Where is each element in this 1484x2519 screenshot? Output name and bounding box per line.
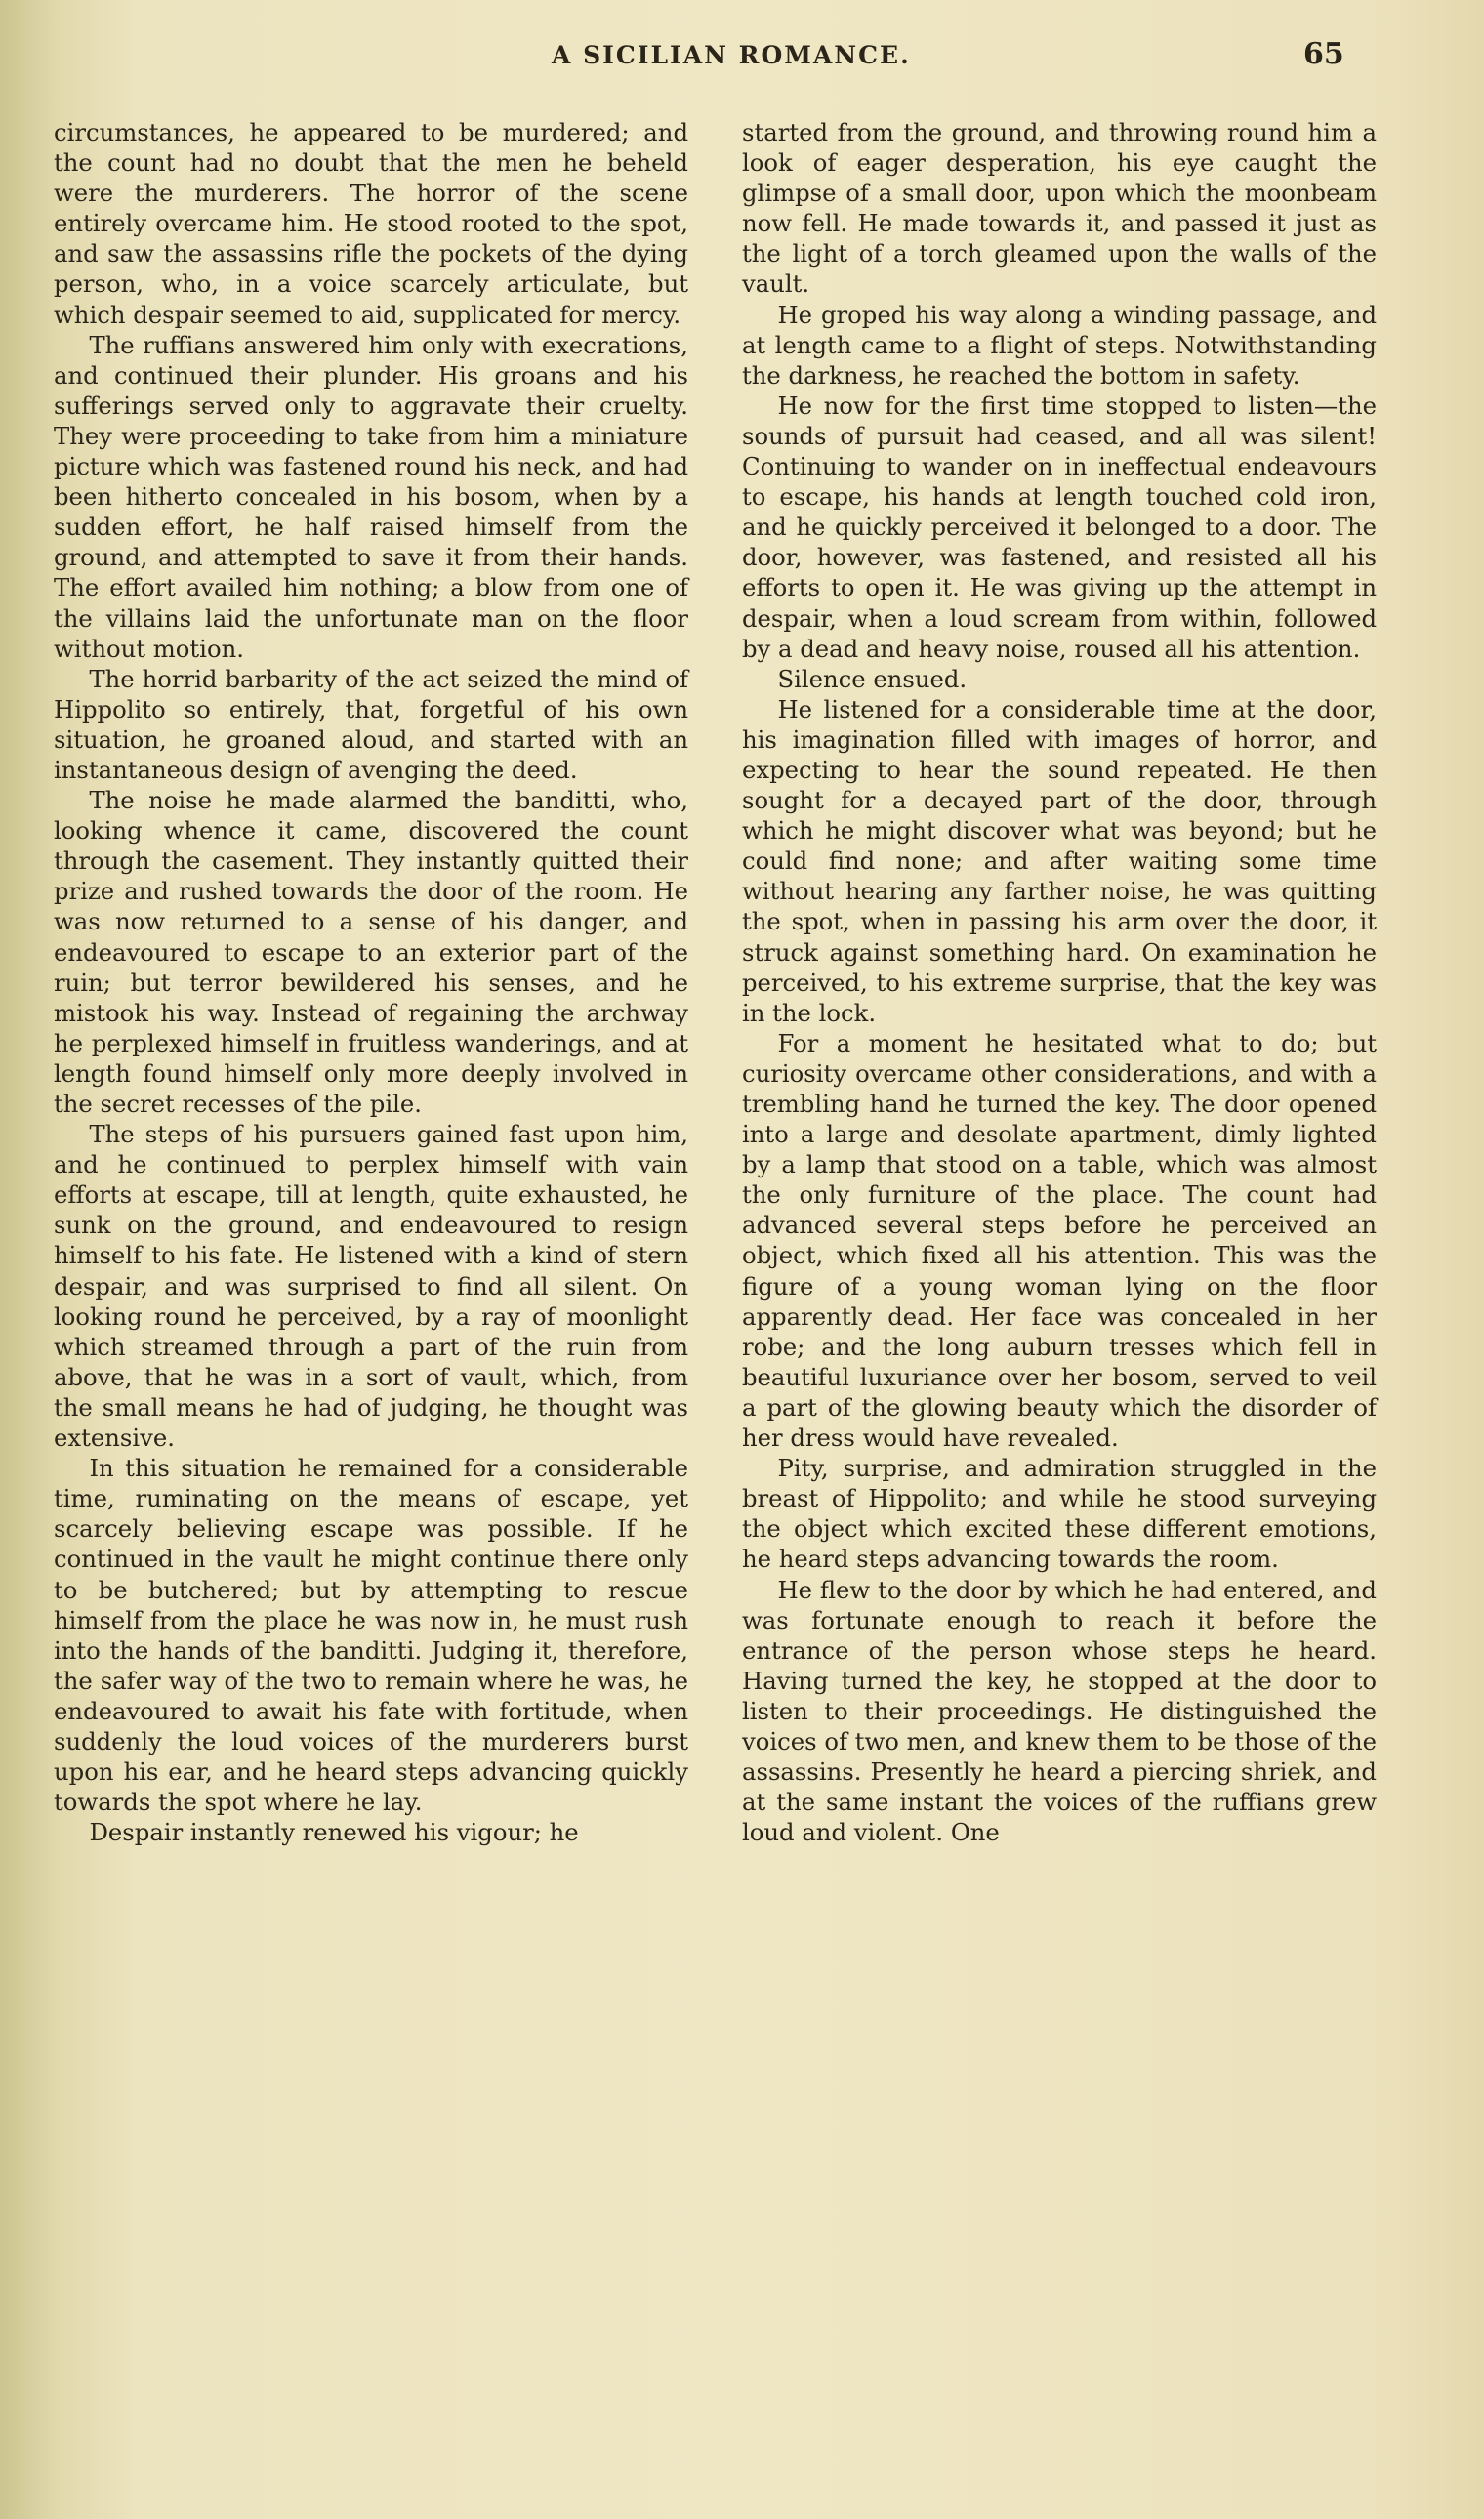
paragraph: Pity, surprise, and admiration struggled in the breast of Hippolito; and while he stood surveying the object which excited these different emotions, he heard steps advancing towards the room.	[742, 1454, 1377, 1574]
paragraph: He now for the first time stopped to listen—the sounds of pursuit had ceased, and all was silent! Continuing to wander on in ineffectual endeavours to escape, his hands at length touched cold iron, and he quickly perceived it belonged to a door. The door, however, was fastened, and resisted all his efforts to open it. He was giving up the attempt in despair, when a loud scream from within, followed by a dead and heavy noise, roused all his attention.	[742, 391, 1377, 663]
paragraph: Silence ensued.	[777, 664, 968, 693]
paragraph: started from the ground, and throwing round him a look of eager desperation, his eye caught the glimpse of a small door, upon which the moonbeam now fell. He made towards it, and passed it just as the light of a torch gleamed upon the walls of the vault.	[742, 118, 1377, 299]
running-title: A SICILIAN ROMANCE.	[552, 41, 911, 69]
left-text-column	[54, 117, 688, 1847]
right-text-column	[742, 117, 1377, 1847]
paragraph: The steps of his pursuers gained fast upon him, and he continued to perplex himself with vain efforts at escape, till at length, quite exhausted, he sunk on the ground, and endeavoured to resign himself to his fate. He listened with a kind of stern despair, and was surprised to find all silent. On looking round he perceived, by a ray of moonlight which streamed through a part of the ruin from above, that he was in a sort of vault, which, from the small means he had of judging, he thought was extensive.	[54, 1120, 688, 1453]
paragraph: The ruffians answered him only with execrations, and continued their plunder. His groans and his sufferings served only to aggravate their cruelty. They were proceeding to take from him a miniature picture which was fastened round his neck, and had been hitherto concealed in his bosom, when by a sudden effort, he half raised himself from the ground, and attempted to save it from their hands. The effort availed him nothing; a blow from one of the villains laid the unfortunate man on the floor without motion.	[54, 330, 688, 663]
paragraph: Despair instantly renewed his vigour; he	[89, 1818, 579, 1847]
paragraph: He flew to the door by which he had entered, and was fortunate enough to reach it before the entrance of the person whose steps he heard. Having turned the key, he stopped at the door to listen to their proceedings. He distinguished the voices of two men, and knew them to be those of the assassins. Presently he heard a piercing shriek, and at the same instant the voices of the ruffians grew loud and violent. One	[742, 1575, 1377, 1847]
paragraph: He groped his way along a winding passage, and at length came to a flight of steps. Notwithstanding the darkness, he reached the bottom in safety.	[742, 300, 1377, 390]
paragraph: The noise he made alarmed the banditti, who, looking whence it came, discovered the count through the casement. They instantly quitted their prize and rushed towards the door of the room. He was now returned to a sense of his danger, and endeavoured to escape to an exterior part of the ruin; but terror bewildered his senses, and he mistook his way. Instead of regaining the archway he perplexed himself in fruitless wanderings, and at length found himself only more deeply involved in the secret recesses of the pile.	[54, 786, 688, 1118]
paragraph: He listened for a considerable time at the door, his imagination filled with images of horror, and expecting to hear the sound repeated. He then sought for a decayed part of the door, through which he might discover what was beyond; but he could find none; and after waiting some time without hearing any farther noise, he was quitting the spot, when in passing his arm over the door, it struck against something hard. On examination he perceived, to his extreme surprise, that the key was in the lock.	[742, 694, 1377, 1027]
paragraph: In this situation he remained for a considerable time, ruminating on the means of escape, yet scarcely believing escape was possible. If he continued in the vault he might continue there only to be butchered; but by attempting to rescue himself from the place he was now in, he must rush into the hands of the banditti. Judging it, therefore, the safer way of the two to remain where he was, he endeavoured to await his fate with fortitude, when suddenly the loud voices of the murderers burst upon his ear, and he heard steps advancing quickly towards the spot where he lay.	[54, 1454, 688, 1817]
page-header	[0, 37, 1484, 80]
paragraph: circumstances, he appeared to be murdered; and the count had no doubt that the men he beheld were the murderers. The horror of the scene entirely overcame him. He stood rooted to the spot, and saw the assassins rifle the pockets of the dying person, who, in a voice scarcely articulate, but which despair seemed to aid, supplicated for mercy.	[54, 118, 688, 329]
page-number: 65	[1303, 37, 1344, 71]
paragraph: The horrid barbarity of the act seized the mind of Hippolito so entirely, that, forgetful of his own situation, he groaned aloud, and started with an instantaneous design of avenging the deed.	[54, 664, 688, 784]
paragraph: For a moment he hesitated what to do; but curiosity overcame other considerations, and with a trembling hand he turned the key. The door opened into a large and desolate apartment, dimly lighted by a lamp that stood on a table, which was almost the only furniture of the place. The count had advanced several steps before he perceived an object, which fixed all his attention. This was the figure of a young woman lying on the floor apparently dead. Her face was concealed in her robe; and the long auburn tresses which fell in beautiful luxuriance over her bosom, served to veil a part of the glowing beauty which the disorder of her dress would have revealed.	[742, 1028, 1377, 1453]
